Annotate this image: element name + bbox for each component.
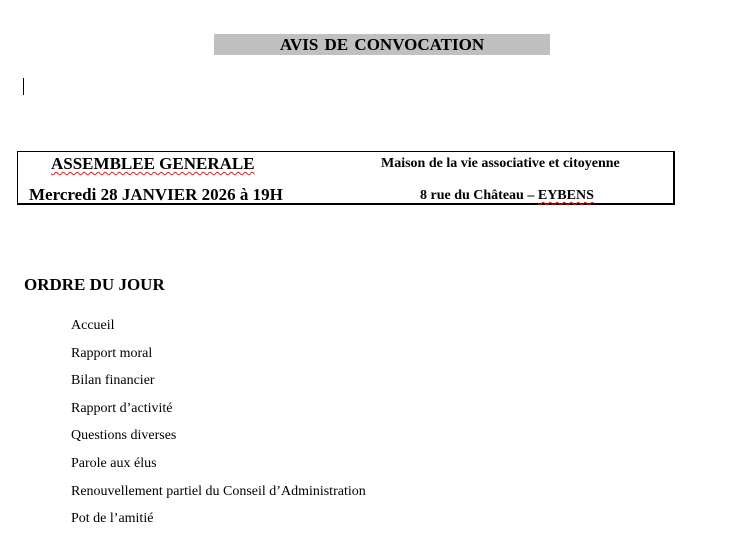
venue-name: Maison de la vie associative et citoyenne bbox=[381, 156, 620, 171]
agenda-heading: ORDRE DU JOUR bbox=[24, 275, 165, 294]
event-info-box bbox=[17, 151, 675, 205]
agenda-item: Pot de l’amitié bbox=[71, 511, 154, 527]
agenda-item: Renouvellement partiel du Conseil d’Administration bbox=[71, 483, 366, 499]
agenda-item: Rapport d’activité bbox=[71, 400, 173, 416]
agenda-item: Questions diverses bbox=[71, 428, 177, 444]
venue-city: EYBENS bbox=[537, 188, 594, 203]
agenda-list bbox=[71, 317, 366, 538]
event-date-time: Mercredi 28 JANVIER 2026 à 19H bbox=[29, 185, 283, 204]
agenda-item: Bilan financier bbox=[71, 373, 155, 389]
agenda-item: Rapport moral bbox=[71, 345, 153, 361]
venue-address bbox=[420, 187, 594, 205]
agenda-item: Accueil bbox=[71, 318, 115, 333]
text-cursor bbox=[23, 78, 24, 95]
venue-street: 8 rue du Château – bbox=[420, 188, 538, 203]
document-title: AVIS DE CONVOCATION bbox=[214, 34, 550, 55]
event-name: ASSEMBLEE GENERALE bbox=[51, 154, 255, 173]
agenda-item: Parole aux élus bbox=[71, 455, 157, 471]
